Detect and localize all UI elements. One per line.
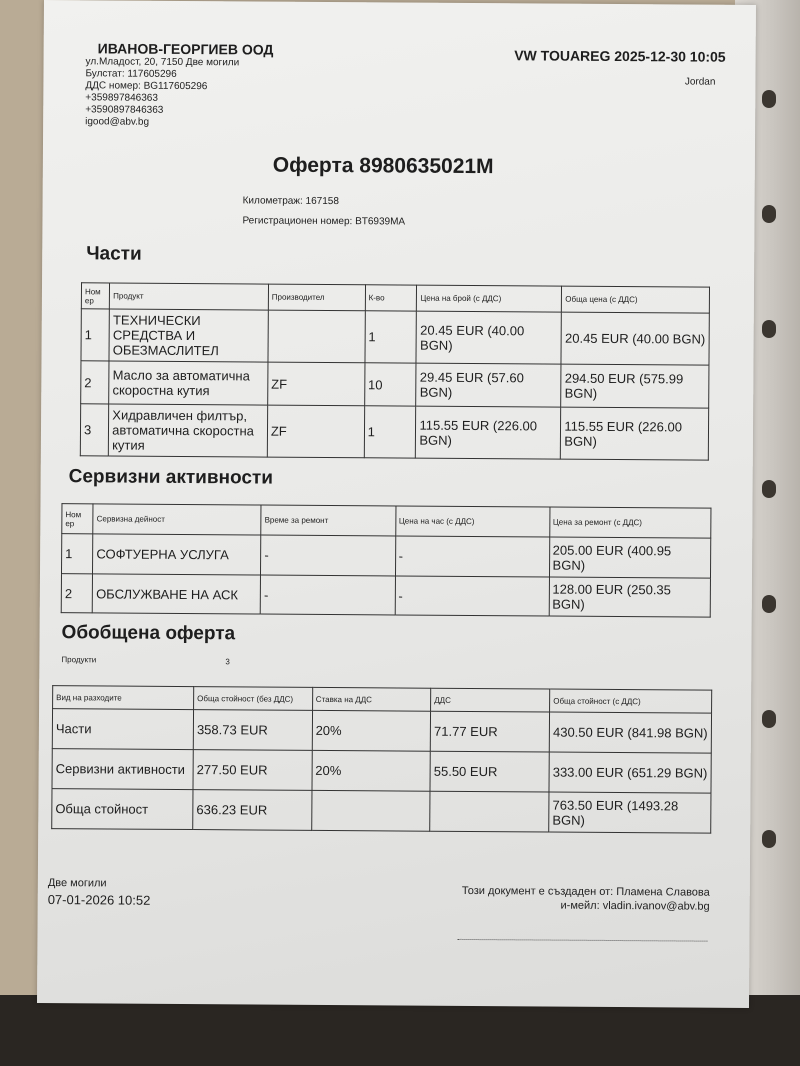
column-header: ДДС (431, 688, 550, 712)
signature-line (457, 939, 707, 942)
table-cell: 1 (81, 309, 110, 361)
table-cell: ZF (267, 405, 364, 458)
table-cell: 205.00 EUR (400.95 BGN) (549, 537, 711, 578)
column-header: Ном ер (62, 504, 93, 534)
column-header: Ном ер (81, 283, 109, 309)
products-count: 3 (225, 657, 230, 667)
table-cell: 2 (61, 574, 93, 613)
table-cell (311, 790, 430, 831)
punch-hole (762, 320, 776, 338)
footer-place: Две могили (47, 877, 107, 890)
parts-heading: Части (86, 243, 142, 265)
table-cell: 29.45 EUR (57.60 BGN) (416, 363, 561, 407)
table-cell: 71.77 EUR (430, 711, 549, 752)
footer-datetime: 07-01-2026 10:52 (47, 892, 151, 908)
table-cell: 333.00 EUR (651.29 BGN) (549, 752, 711, 793)
table-cell: ОБСЛУЖВАНЕ НА АСК (92, 574, 260, 614)
table-cell: 3 (80, 404, 109, 456)
created-by: Този документ е създаден от: Пламена Славова (461, 884, 710, 899)
services-table (61, 503, 712, 618)
summary-heading: Обобщена оферта (61, 622, 236, 645)
punch-hole (762, 830, 776, 848)
table-cell: 636.23 EUR (193, 790, 312, 831)
table-cell: 115.55 EUR (226.00 BGN) (416, 406, 561, 459)
punch-hole (762, 90, 776, 108)
table-cell: Части (52, 709, 193, 750)
table-cell: Обща стойност (52, 789, 193, 830)
column-header: Обща стойност (без ДДС) (194, 687, 313, 711)
table-cell: 430.50 EUR (841.98 BGN) (549, 712, 711, 753)
table-cell: Сервизни активности (52, 749, 193, 790)
punch-hole (762, 480, 776, 498)
company-bulstat: Булстат: 117605296 (85, 68, 177, 80)
creator-email: и-мейл: vladin.ivanov@abv.bg (560, 899, 710, 913)
table-cell: ТЕХНИЧЕСКИ СРЕДСТВА И ОБЕЗМАСЛИТЕЛ (109, 309, 268, 362)
table-cell: 277.50 EUR (193, 750, 312, 791)
table-cell: СОФТУЕРНА УСЛУГА (93, 534, 261, 575)
table-cell: 1 (61, 534, 93, 574)
table-row (81, 361, 709, 408)
table-row (80, 404, 708, 460)
column-header: Производител (268, 284, 365, 311)
table-row (61, 574, 710, 618)
offer-title: Оферта 8980635021М (272, 153, 494, 179)
column-header: Ставка на ДДС (312, 687, 431, 711)
offer-document (37, 0, 756, 1008)
table-cell: 20.45 EUR (40.00 BGN) (561, 312, 709, 365)
company-phone: +359897846363 (85, 92, 158, 104)
table-cell: 2 (81, 361, 110, 404)
column-header: Цена за ремонт (с ДДС) (549, 507, 711, 538)
table-cell: 763.50 EUR (1493.28 BGN) (549, 792, 711, 833)
column-header: Обща цена (с ДДС) (562, 286, 710, 313)
column-header: Цена на час (с ДДС) (395, 506, 549, 537)
column-header: К-во (365, 285, 417, 311)
table-cell: 358.73 EUR (193, 710, 312, 751)
company-name: ИВАНОВ-ГЕОРГИЕВ ООД (97, 40, 274, 58)
table-row (52, 789, 711, 834)
table-cell: 128.00 EUR (250.35 BGN) (549, 577, 711, 617)
table-cell: Хидравличен филтър, автоматична скоростна кутия (109, 404, 268, 457)
registration-number: Регистрационен номер: BT6939MA (242, 215, 406, 228)
table-cell: 20% (312, 710, 431, 751)
table-cell (430, 791, 549, 832)
column-header: Вид на разходите (53, 686, 194, 710)
services-heading: Сервизни активности (68, 466, 274, 489)
table-cell: 1 (365, 311, 417, 363)
products-label: Продукти (61, 655, 97, 665)
table-cell: 10 (364, 363, 416, 406)
punch-hole (762, 205, 776, 223)
table-cell: 294.50 EUR (575.99 BGN) (561, 364, 709, 408)
table-row (61, 534, 710, 579)
table-cell: 20.45 EUR (40.00 BGN) (416, 311, 561, 364)
table-cell: - (260, 575, 395, 615)
column-header: Продукт (110, 283, 269, 310)
table-cell: 20% (312, 750, 431, 791)
table-row (52, 749, 711, 794)
column-header: Сервизна дейност (93, 504, 261, 535)
table-cell: 55.50 EUR (430, 751, 549, 792)
table-row (81, 309, 709, 365)
driver-name: Jordan (684, 76, 716, 88)
column-header: Време за ремонт (261, 505, 396, 536)
punch-hole (762, 710, 776, 728)
column-header: Цена на брой (с ДДС) (417, 285, 562, 312)
column-header: Обща стойност (с ДДС) (550, 689, 712, 713)
vehicle-info: VW TOUAREG 2025-12-30 10:05 (514, 47, 726, 65)
company-email: igood@abv.bg (85, 116, 150, 128)
company-address: ул.Младост, 20, 7150 Две могили (85, 56, 240, 69)
parts-table (80, 282, 710, 460)
table-cell: - (395, 536, 549, 577)
table-cell: - (395, 576, 549, 616)
table-header-row (62, 504, 711, 539)
table-row (52, 709, 711, 754)
company-vat: ДДС номер: BG117605296 (85, 80, 208, 93)
table-cell: Масло за автоматична скоростна кутия (109, 361, 268, 405)
punch-hole (762, 595, 776, 613)
table-cell (268, 310, 365, 363)
table-cell: ZF (268, 362, 365, 406)
table-cell: 1 (364, 406, 416, 458)
summary-table (51, 685, 712, 834)
table-cell: - (261, 535, 396, 576)
company-phone: +3590897846363 (85, 104, 164, 116)
mileage: Километраж: 167158 (242, 195, 339, 208)
table-cell: 115.55 EUR (226.00 BGN) (561, 407, 709, 460)
